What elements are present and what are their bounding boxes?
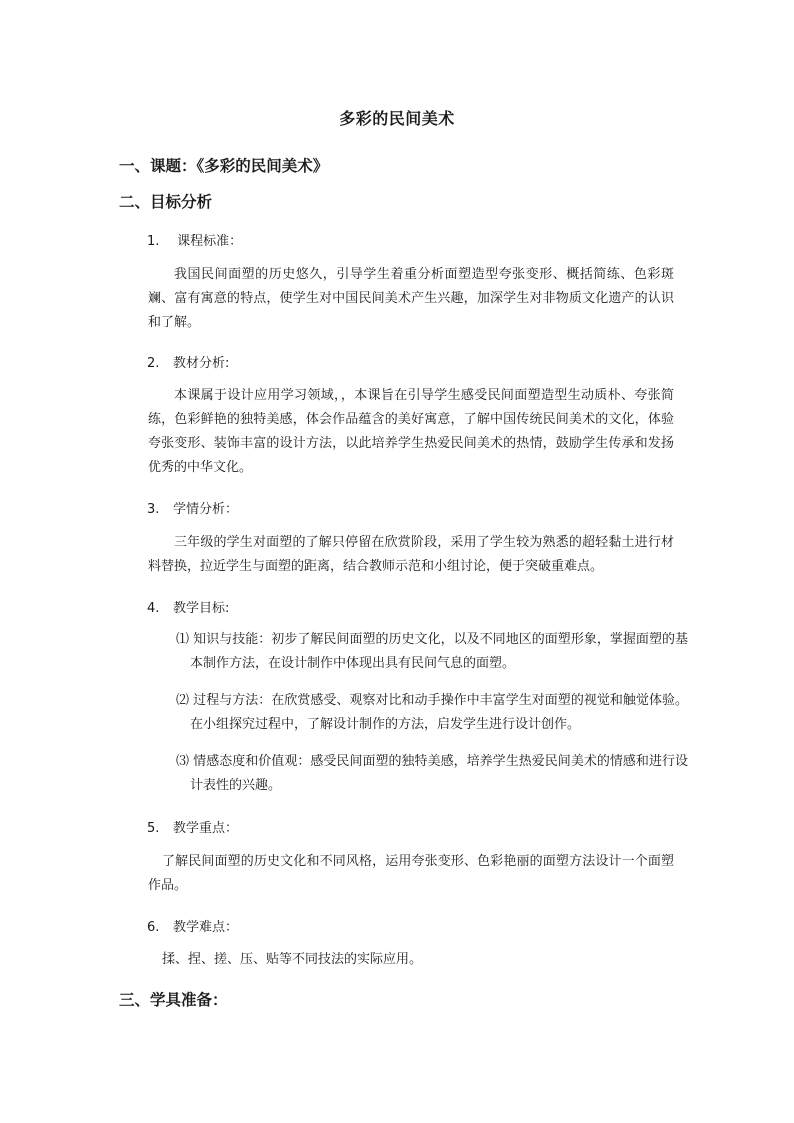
list-item-teaching-goals (147, 597, 229, 616)
paragraph-difficulties (148, 948, 674, 972)
list-number: 6. (147, 920, 160, 935)
list-item-teaching-difficulties (147, 916, 238, 935)
section-heading-materials: 三、学具准备： (119, 991, 228, 1009)
paragraph-text: 我国民间面塑的历史悠久，引导学生着重分析面塑造型夸张变形、概括简练、色彩斑斓、富有寓意的特点，使学生对中国民间美术产生兴趣，加深学生对非物质文化遗产的认识和了解。 (148, 267, 674, 330)
document-title: 多彩的民间美术 (339, 109, 455, 128)
list-label: 教材分析: (173, 356, 230, 371)
paragraph-text: 揉、捏、搓、压、贴等不同技法的实际应用。 (162, 952, 423, 967)
list-number: 2. (147, 356, 160, 371)
list-label: 教学重点： (173, 821, 239, 836)
paragraph-text: 了解民间面塑的历史文化和不同风格，运用夸张变形、色彩艳丽的面塑方法设计一个面塑作品。 (148, 854, 674, 893)
list-item-curriculum-standard (147, 230, 242, 249)
paragraph-curriculum-standard (148, 263, 674, 335)
list-number: 4. (147, 601, 160, 616)
goal-emotion-values (176, 750, 688, 798)
list-label: 学情分析： (173, 502, 239, 517)
goal-text: ⑶ 情感态度和价值观：感受民间面塑的独特美感，培养学生热爱民间美术的情感和进行设计表性的兴趣。 (176, 754, 688, 793)
goal-process-methods (176, 689, 688, 737)
section-heading-topic: 一、课题：《多彩的民间美术》 (119, 157, 329, 175)
section-heading-goal-analysis: 二、目标分析 (119, 193, 213, 211)
list-item-student-analysis (147, 498, 238, 517)
paragraph-student-analysis (148, 531, 674, 579)
paragraph-key-points (148, 850, 674, 898)
goal-knowledge-skills (176, 628, 688, 676)
list-item-textbook-analysis (147, 352, 229, 371)
list-number: 3. (147, 502, 160, 517)
goal-text: ⑴ 知识与技能：初步了解民间面塑的历史文化，以及不同地区的面塑形象，掌握面塑的基本制作方法，在设计制作中体现出具有民间气息的面塑。 (176, 632, 688, 671)
paragraph-text: 三年级的学生对面塑的了解只停留在欣赏阶段，采用了学生较为熟悉的超轻黏土进行材料替换，拉近学生与面塑的距离，结合教师示范和小组讨论，便于突破重难点。 (148, 535, 674, 574)
list-item-teaching-key-points (147, 817, 238, 836)
list-label: 课程标准： (173, 234, 243, 249)
list-number: 1. (147, 234, 160, 249)
list-label: 教学目标: (173, 601, 230, 616)
paragraph-textbook-analysis (148, 384, 674, 480)
goal-text: ⑵ 过程与方法：在欣赏感受、观察对比和动手操作中丰富学生对面塑的视觉和触觉体验。在小组探究过程中，了解设计制作的方法，启发学生进行设计创作。 (176, 693, 688, 732)
list-label: 教学难点： (173, 920, 239, 935)
paragraph-text: 本课属于设计应用学习领域，，本课旨在引导学生感受民间面塑造型生动质朴、夸张简练，色彩鲜艳的独特美感，体会作品蕴含的美好寓意，了解中国传统民间美术的文化，体验夸张变形、装饰丰富的设计方法，以此培养学生热爱民间美术的热情，鼓励学生传承和发扬优秀的中华文化。 (148, 388, 674, 475)
list-number: 5. (147, 821, 160, 836)
